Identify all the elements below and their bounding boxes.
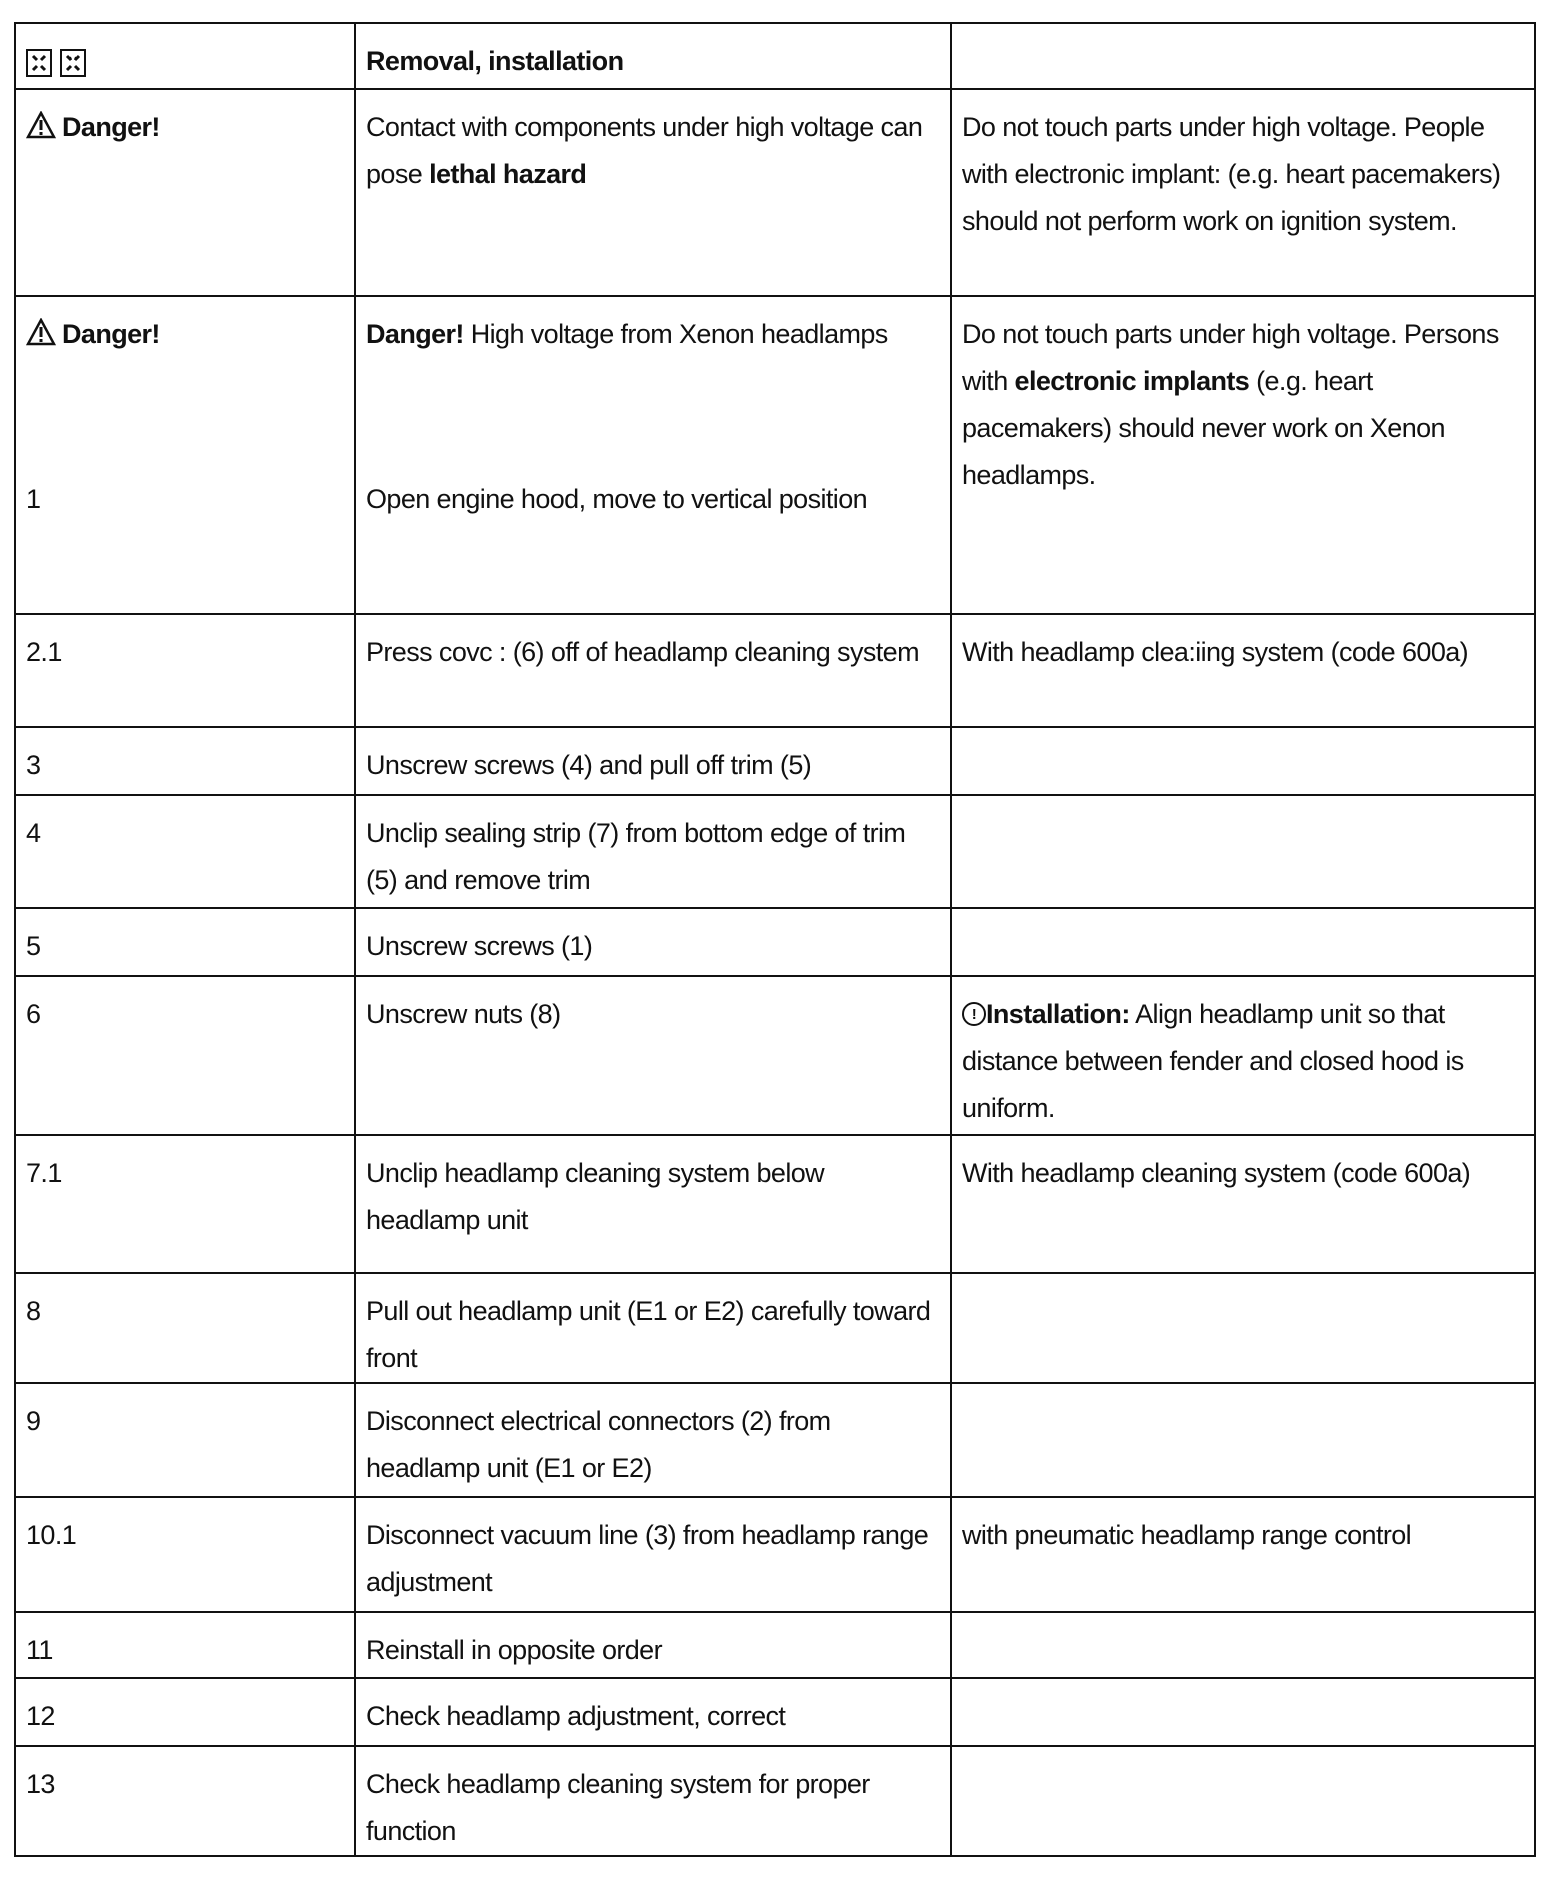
removal-icon <box>26 49 52 77</box>
table-row <box>15 976 1535 1135</box>
note-text: Align headlamp unit so that distance between fender and closed hood is uniform. <box>962 999 1464 1123</box>
action-text: Press covc : (6) off of headlamp cleaning system <box>355 614 951 727</box>
note-text: With headlamp clea:iing system (code 600a) <box>951 614 1535 727</box>
warning-triangle-icon <box>26 111 56 139</box>
note-text <box>951 1383 1535 1497</box>
table-row <box>15 1135 1535 1273</box>
step-number: 6 <box>15 976 355 1135</box>
action-text: Pull out headlamp unit (E1 or E2) carefully toward front <box>355 1273 951 1383</box>
action-text: Open engine hood, move to vertical position <box>366 484 868 514</box>
action-text: Unscrew screws (1) <box>355 908 951 976</box>
note-text <box>951 908 1535 976</box>
action-text: Disconnect electrical connectors (2) from headlamp unit (E1 or E2) <box>355 1383 951 1497</box>
note-text: (e.g. heart pacemakers) should never work on Xenon headlamps. <box>962 366 1445 490</box>
action-text: Unclip headlamp cleaning system below headlamp unit <box>355 1135 951 1273</box>
note-text: Do not touch parts under high voltage. Persons with <box>962 319 1499 396</box>
table-row <box>15 727 1535 795</box>
table-row <box>15 1273 1535 1383</box>
note-text: With headlamp cleaning system (code 600a) <box>951 1135 1535 1273</box>
step-number: 5 <box>15 908 355 976</box>
procedure-table <box>14 22 1536 1857</box>
note-text <box>951 1746 1535 1856</box>
step-number: 12 <box>15 1678 355 1746</box>
section-title: Removal, installation <box>366 46 624 76</box>
step-number: 4 <box>15 795 355 908</box>
table-row <box>15 1746 1535 1856</box>
action-text: Check headlamp adjustment, correct <box>355 1678 951 1746</box>
table-row <box>15 1383 1535 1497</box>
warning-triangle-icon <box>26 318 56 346</box>
table-row <box>15 795 1535 908</box>
action-emphasis: lethal hazard <box>429 159 587 189</box>
step-number: 1 <box>26 484 41 514</box>
note-text <box>951 1678 1535 1746</box>
note-text: Do not touch parts under high voltage. People with electronic implant: (e.g. heart pacemakers) should not perform work on ignition system. <box>951 89 1535 296</box>
table-row <box>15 89 1535 296</box>
installation-note-icon: ! <box>962 1002 986 1026</box>
table-row <box>15 614 1535 727</box>
action-text: High voltage from Xenon headlamps <box>463 319 888 349</box>
note-text <box>951 727 1535 795</box>
note-text <box>951 795 1535 908</box>
table-header-row <box>15 23 1535 89</box>
installation-icon <box>60 49 86 77</box>
step-number: 13 <box>15 1746 355 1856</box>
table-row <box>15 1612 1535 1678</box>
note-text <box>951 1612 1535 1678</box>
note-emphasis: electronic implants <box>1014 366 1250 396</box>
note-text <box>951 1273 1535 1383</box>
action-text: Unscrew nuts (8) <box>355 976 951 1135</box>
table-row <box>15 296 1535 614</box>
step-number: 10.1 <box>15 1497 355 1612</box>
action-text: Disconnect vacuum line (3) from headlamp range adjustment <box>355 1497 951 1612</box>
action-text: Unclip sealing strip (7) from bottom edge of trim (5) and remove trim <box>355 795 951 908</box>
table-row <box>15 1497 1535 1612</box>
danger-label: Danger! <box>62 112 160 142</box>
action-text: Reinstall in opposite order <box>355 1612 951 1678</box>
step-number: 7.1 <box>15 1135 355 1273</box>
action-emphasis: Danger! <box>366 319 464 349</box>
step-number: 9 <box>15 1383 355 1497</box>
danger-label: Danger! <box>62 319 160 349</box>
step-number: 3 <box>15 727 355 795</box>
action-text: Contact with components under high voltage can pose <box>366 112 923 189</box>
action-text: Check headlamp cleaning system for proper function <box>355 1746 951 1856</box>
table-row <box>15 908 1535 976</box>
step-number: 2.1 <box>15 614 355 727</box>
action-text: Unscrew screws (4) and pull off trim (5) <box>355 727 951 795</box>
note-text: with pneumatic headlamp range control <box>951 1497 1535 1612</box>
step-number: 11 <box>15 1612 355 1678</box>
note-emphasis: Installation: <box>986 999 1130 1029</box>
table-row <box>15 1678 1535 1746</box>
step-number: 8 <box>15 1273 355 1383</box>
